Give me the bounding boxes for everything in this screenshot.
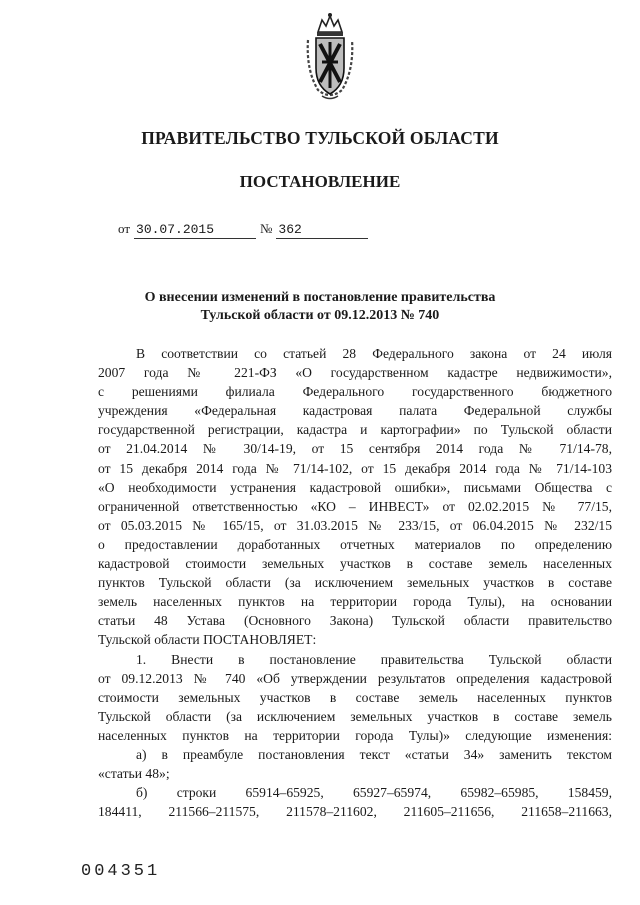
date-label: от — [118, 221, 131, 236]
body-line: пунктов Тульской области (за исключением земельных участков в составе — [98, 575, 612, 591]
body-line: учреждения «Федеральная кадастровая палата Федеральной службы — [98, 403, 612, 419]
body-line: В соответствии со статьей 28 Федерального закона от 24 июля — [136, 346, 612, 361]
organization-title: ПРАВИТЕЛЬСТВО ТУЛЬСКОЙ ОБЛАСТИ — [141, 128, 499, 148]
document-heading — [0, 289, 640, 325]
body-line: населенных пунктов на территории города Тулы)» следующие изменения: — [98, 727, 612, 743]
number-label: № — [260, 221, 273, 236]
body-line: с решениями филиала Федерального государственного бюджетного — [98, 384, 612, 400]
body-line: Тульской области (за исключением земельных участков в составе земель — [98, 708, 612, 724]
date-value: 30.07.2015 — [134, 222, 256, 239]
heading-line: О внесении изменений в постановление правительства — [144, 290, 496, 305]
body-line: 1. Внести в постановление правительства Тульской области — [136, 651, 612, 667]
body-line: «О необходимости устранения кадастровой ошибки», письмами Общества с — [98, 479, 612, 495]
body-line: земель населенных пунктов на территории города Тулы), на основании — [98, 594, 612, 610]
number-value: 362 — [276, 222, 368, 239]
body-line: кадастровой стоимости земельных участков в составе земель населенных — [98, 556, 612, 572]
body-line: 2007 года № 221-ФЗ «О государственном кадастре недвижимости», — [98, 365, 612, 381]
document-meta — [118, 221, 368, 239]
body-line: б) строки 65914–65925, 65927–65974, 65982–65985, 158459, — [136, 785, 612, 801]
heading-line: Тульской области от 09.12.2013 № 740 — [200, 308, 440, 323]
body-line: от 05.03.2015 № 165/15, от 31.03.2015 № 233/15, от 06.04.2015 № 232/15 — [98, 517, 612, 533]
document-type: ПОСТАНОВЛЕНИЕ — [239, 172, 401, 191]
body-line: ограниченной ответственностью «КО – ИНВЕСТ» от 02.02.2015 № 77/15, — [98, 498, 612, 514]
body-line: а) в преамбуле постановления текст «статьи 34» заменить текстом — [136, 746, 612, 762]
body-line: 184411, 211566–211575, 211578–211602, 211605–211656, 211658–211663, — [98, 804, 612, 820]
body-line: о предоставлении доработанных отчетных материалов по определению — [98, 536, 612, 552]
body-line: государственной регистрации, кадастра и картографии» по Тульской области — [98, 422, 612, 438]
body-line: от 21.04.2014 № 30/14-19, от 15 сентября 2014 года № 71/14-78, — [98, 441, 612, 457]
document-body — [98, 344, 612, 821]
body-line: статьи 48 Устава (Основного Закона) Тульской области правительство — [98, 613, 612, 629]
serial-stamp: 004351 — [81, 862, 161, 881]
coat-of-arms-icon — [300, 10, 360, 102]
body-line: от 15 декабря 2014 года № 71/14-102, от 15 декабря 2014 года № 71/14-103 — [98, 460, 612, 476]
body-line: стоимости земельных участков в составе земель населенных пунктов — [98, 689, 612, 705]
body-line: «статьи 48»; — [98, 766, 170, 782]
body-line: Тульской области ПОСТАНОВЛЯЕТ: — [98, 632, 317, 648]
body-line: от 09.12.2013 № 740 «Об утверждении результатов определения кадастровой — [98, 670, 612, 686]
